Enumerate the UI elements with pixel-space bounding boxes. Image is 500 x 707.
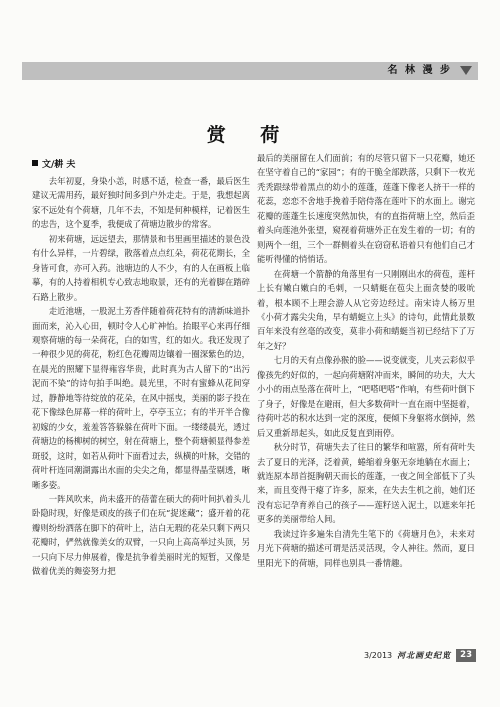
paragraph: 秋分时节，荷塘失去了往日的繁华和喧嚣，所有荷叶失去了夏日的光泽，泛着黄，蜷缩着身躯无奈地躺在水面上；就连原本昂首挺胸朝天而长的莲蓬，一夜之间全部低下了头来，而且变得干瘪了许多，原来，在失去生机之前，她们还没有忘记孕育养自己的孩子——莲籽送入泥土，以遮来年托更多的美丽带给人间。 (257, 442, 475, 525)
left-column (32, 158, 250, 579)
author-byline (32, 158, 250, 172)
column-header-band (22, 62, 478, 80)
page-footer (364, 649, 476, 662)
page-number: 23 (456, 649, 476, 662)
paragraph: 我读过许多遍朱自清先生笔下的《荷塘月色》，未来对月光下荷塘的描述可谓是活灵活现，令人神往。然而，夏日里阳光下的荷塘，同样也别具一番情趣。 (257, 528, 475, 568)
paragraph: 在荷塘一个箭静的角落里有一只刚刚出水的荷苞，莲杆上长有嫩白嫩白的毛刺，一只蜻蜓在苞尖上面贪婪的吸吮着，根本顾不上理会游人从它旁边经过。南宋诗人杨万里《小荷才露尖尖角，早有蜻蜓立上头》的诗句，此情此景数百年来没有丝毫的改变，莫非小荷和蜻蜓当初已经结下了万年之好？ (257, 268, 475, 351)
issue-number: 3/2013 (364, 651, 393, 660)
magazine-name: 河北画史纪览 (397, 650, 452, 660)
paragraph: 走近池塘，一股泥土芳香伴随着荷花特有的清新味道扑面而来，沁入心田，顿时令人心旷神怡。抬眼平心来再仔细观察荷塘的每一朵荷花，白的如雪，红的如火。我还发现了一种很少见的荷花，粉红色花瓣周边镶着一圈深紫色的边，在晨光的照耀下显得雍容华贵，此时真为古人留下的“出污泥而不染”的诗句拍手叫绝。晨光里，不时有蜜蜂从花间穿过，静静地等待绽放的花朵，在风中摇曳，美丽的影子投在花下像绿色屏幕一样的荷叶上，亭亭玉立；有的半开半合像初嫁的少女，羞羞答答躲躲在荷叶下面。一缕缕晨光，透过荷塘边的杨柳树的树空，射在荷塘上，整个荷塘顿显得参差斑驳，这时，如若从荷叶下面看过去，纵横的叶脉，交错的荷叶杆连同潮湖露出水面的尖尖之角，都显得晶莹剔透，晰晰多姿。 (32, 306, 250, 490)
paragraph: 去年初夏，身染小恙，时感不适，检查一番，最后医生建议无需用药，最好独时间多到户外走走。于是，我想起离家不远处有个荷塘，几年不去，不知是何种模样，记着医生的忠告，这个夏季，我便成了荷塘边散步的常客。 (32, 176, 250, 230)
paragraph: 七月的天有点像孙猴的脸——说变就变，儿夹云彩似乎像孩先约好似的，一起向荷塘附冲而来，瞬间的功夫，大大小小的雨点坠落在荷叶上，“吧嗒吧嗒”作响，有些荷叶倒下了身子，好像是在避雨，但大多数荷叶一直在雨中坚挺着，待荷叶芯的积水达到一定的深度，便倾下身躯将水倒掉，然后又重新昂起头，如此反复直到雨停。 (257, 355, 475, 438)
paragraph-continued: 最后的美丽留在人们面前；有的尽管只留下一只花瓣，她还在坚守着自己的“家园”；有的干脆全部跌落，只剩下一枚光秃秃跟绿带着黑点的幼小的莲蓬，莲蓬下像老人挤干一样的花蕊，恋恋不舍地手挽着手陪侍落在莲叶下的水面上。谢完花瓣的莲蓬生长速度突然加快，有的直指荷塘上空，然后歪着头向莲池外张望，窥视着荷塘外正在发生着的一切；有的则两个一组，三个一群侧着头在窃窃私语着只有他们自己才能听得懂的悄悄话。 (257, 153, 475, 265)
triangle-marker-icon (460, 66, 472, 75)
article-title: 赏 荷 (206, 124, 294, 146)
paragraph: 初来荷塘，远远望去，那情景和书里画里描述的景色没有什么异样，一片碧绿，散落着点点红朵，荷花花期长，全身皆可食，亦可入药。池塘边的人不少，有的人在画板上临摹，有的人持着相机专心致志地取景，还有的光着脚在踏碎石路上散步。 (32, 233, 250, 302)
square-bullet-icon (32, 160, 38, 166)
column-tag: 名 林 漫 步 (387, 65, 452, 76)
right-column (257, 151, 475, 570)
paragraph: 一阵风吹来，尚未盛开的蓓蕾在硕大的荷叶间扒着头儿卧隐时现，好像是顽皮的孩子们在玩“捉迷藏”；盛开着的花瓣则纷纷洒落在脚下的荷叶上，洁白无瑕的花朵只剩下两只花瓣时，俨然就像美女的双臂，一只向上高高举过头顶，另一只向下尽力伸展着，像是抗争着美丽时光的短暂，又像是做着优美的舞姿努力把 (32, 493, 250, 577)
author-name: 文/耕 夫 (42, 160, 76, 170)
